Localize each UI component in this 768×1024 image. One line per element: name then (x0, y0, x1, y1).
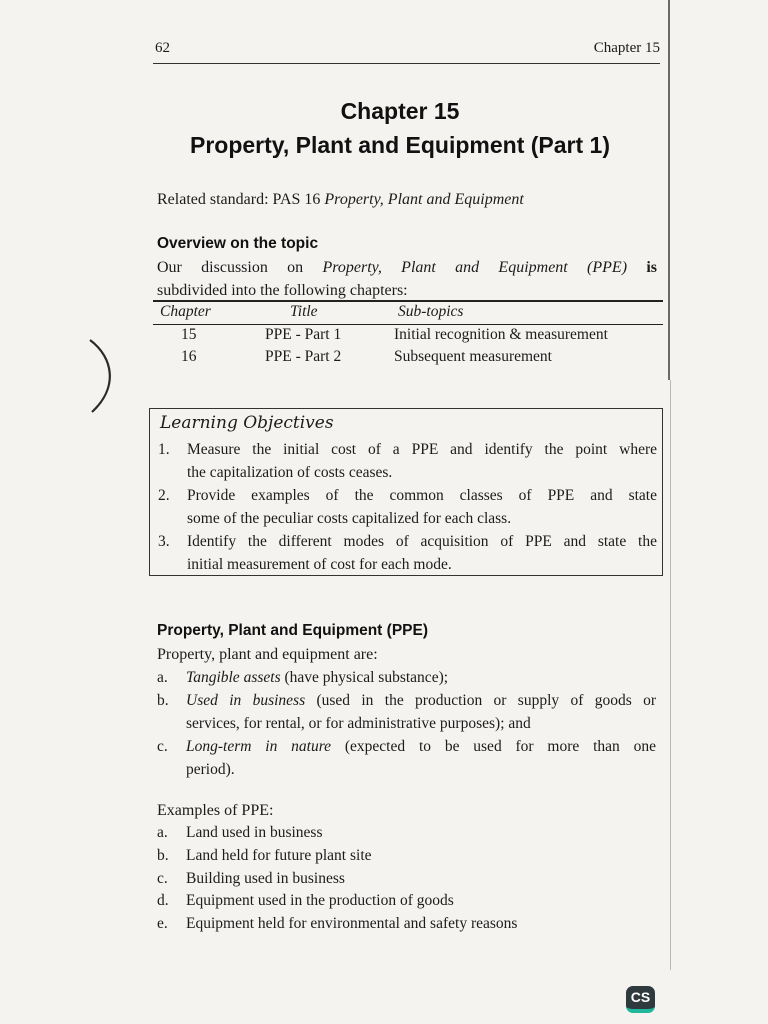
running-title: Chapter 15 (593, 40, 660, 56)
example-text: Land used in business (186, 824, 323, 841)
table-top-rule (153, 300, 663, 302)
ppe-characteristic-desc: (expected to be used for more than one (344, 738, 656, 755)
objective-number: 3. (158, 533, 170, 550)
table-row (153, 348, 663, 370)
ppe-characteristic-line (186, 689, 656, 712)
table-header-title: Title (290, 303, 318, 320)
objective-line: Provide examples of the common classes of PPE and state (187, 487, 657, 504)
table-cell-chapter: 15 (181, 326, 197, 343)
learning-objectives-title: Learning Objectives (160, 413, 334, 433)
examples-heading: Examples of PPE: (157, 802, 274, 819)
table-header-chapter: Chapter (160, 303, 211, 320)
ppe-intro: Property, plant and equipment are: (157, 646, 378, 663)
table-header-row (153, 303, 663, 325)
ppe-heading: Property, Plant and Equipment (PPE) (157, 622, 428, 639)
page-number: 62 (155, 40, 170, 56)
related-standard-label: Related standard: PAS 16 (157, 191, 321, 208)
objective-number: 2. (158, 487, 170, 504)
table-header-subtopics: Sub-topics (398, 303, 464, 320)
ppe-characteristic-desc: (have physical substance); (284, 669, 449, 686)
list-letter: a. (157, 824, 168, 841)
page-edge (668, 0, 670, 380)
objective-line: initial measurement of cost for each mode. (187, 556, 452, 573)
list-letter: c. (157, 738, 168, 755)
overview-intro (157, 256, 657, 279)
objective-line: Identify the different modes of acquisition of PPE and state the (187, 533, 657, 550)
example-text: Land held for future plant site (186, 847, 372, 864)
page-edge (670, 380, 671, 970)
ppe-characteristic-term: Tangible assets (186, 669, 281, 686)
table-header-rule (153, 324, 663, 325)
list-letter: e. (157, 915, 168, 932)
objective-number: 1. (158, 441, 170, 458)
ppe-characteristic-line2: services, for rental, or for administrative purposes); and (186, 715, 531, 732)
related-standard-name: Property, Plant and Equipment (324, 191, 524, 208)
related-standard (157, 191, 524, 209)
overview-intro-italic: Property, Plant and Equipment (PPE) (322, 259, 628, 276)
table-cell-title: PPE - Part 2 (265, 348, 342, 365)
table-cell-subtopic: Subsequent measurement (394, 348, 552, 365)
objective-line: the capitalization of costs ceases. (187, 464, 393, 481)
example-text: Equipment used in the production of goods (186, 892, 454, 909)
running-header (155, 40, 660, 62)
list-letter: d. (157, 892, 169, 909)
overview-heading: Overview on the topic (157, 235, 319, 252)
list-letter: a. (157, 669, 168, 686)
chapter-number: Chapter 15 (340, 98, 460, 124)
table-cell-subtopic: Initial recognition & measurement (394, 326, 608, 343)
ppe-characteristic-line (186, 666, 656, 689)
ppe-characteristic-desc: (used in the production or supply of goods or (316, 692, 656, 709)
example-text: Equipment held for environmental and safety reasons (186, 915, 518, 932)
example-text: Building used in business (186, 870, 345, 887)
ppe-characteristic-line2: period). (186, 761, 235, 778)
list-letter: b. (157, 847, 169, 864)
objective-line: Measure the initial cost of a PPE and identify the point where (187, 441, 657, 458)
camscanner-logo-icon: CS (626, 986, 655, 1013)
header-rule (153, 63, 660, 64)
learning-objectives-box (149, 408, 663, 576)
overview-intro-a: Our discussion on (157, 259, 304, 276)
ppe-characteristic-term: Long-term in nature (186, 738, 332, 755)
table-row (153, 326, 663, 348)
list-letter: c. (157, 870, 168, 887)
table-cell-chapter: 16 (181, 348, 197, 365)
ppe-characteristic-line (186, 735, 656, 758)
list-letter: b. (157, 692, 169, 709)
overview-intro-line2: subdivided into the following chapters: (157, 282, 408, 299)
objective-line: some of the peculiar costs capitalized for each class. (187, 510, 512, 527)
binding-mark (82, 338, 122, 414)
overview-intro-b: is (646, 259, 658, 276)
chapter-title: Property, Plant and Equipment (Part 1) (189, 132, 611, 158)
table-cell-title: PPE - Part 1 (265, 326, 342, 343)
ppe-characteristic-term: Used in business (186, 692, 306, 709)
